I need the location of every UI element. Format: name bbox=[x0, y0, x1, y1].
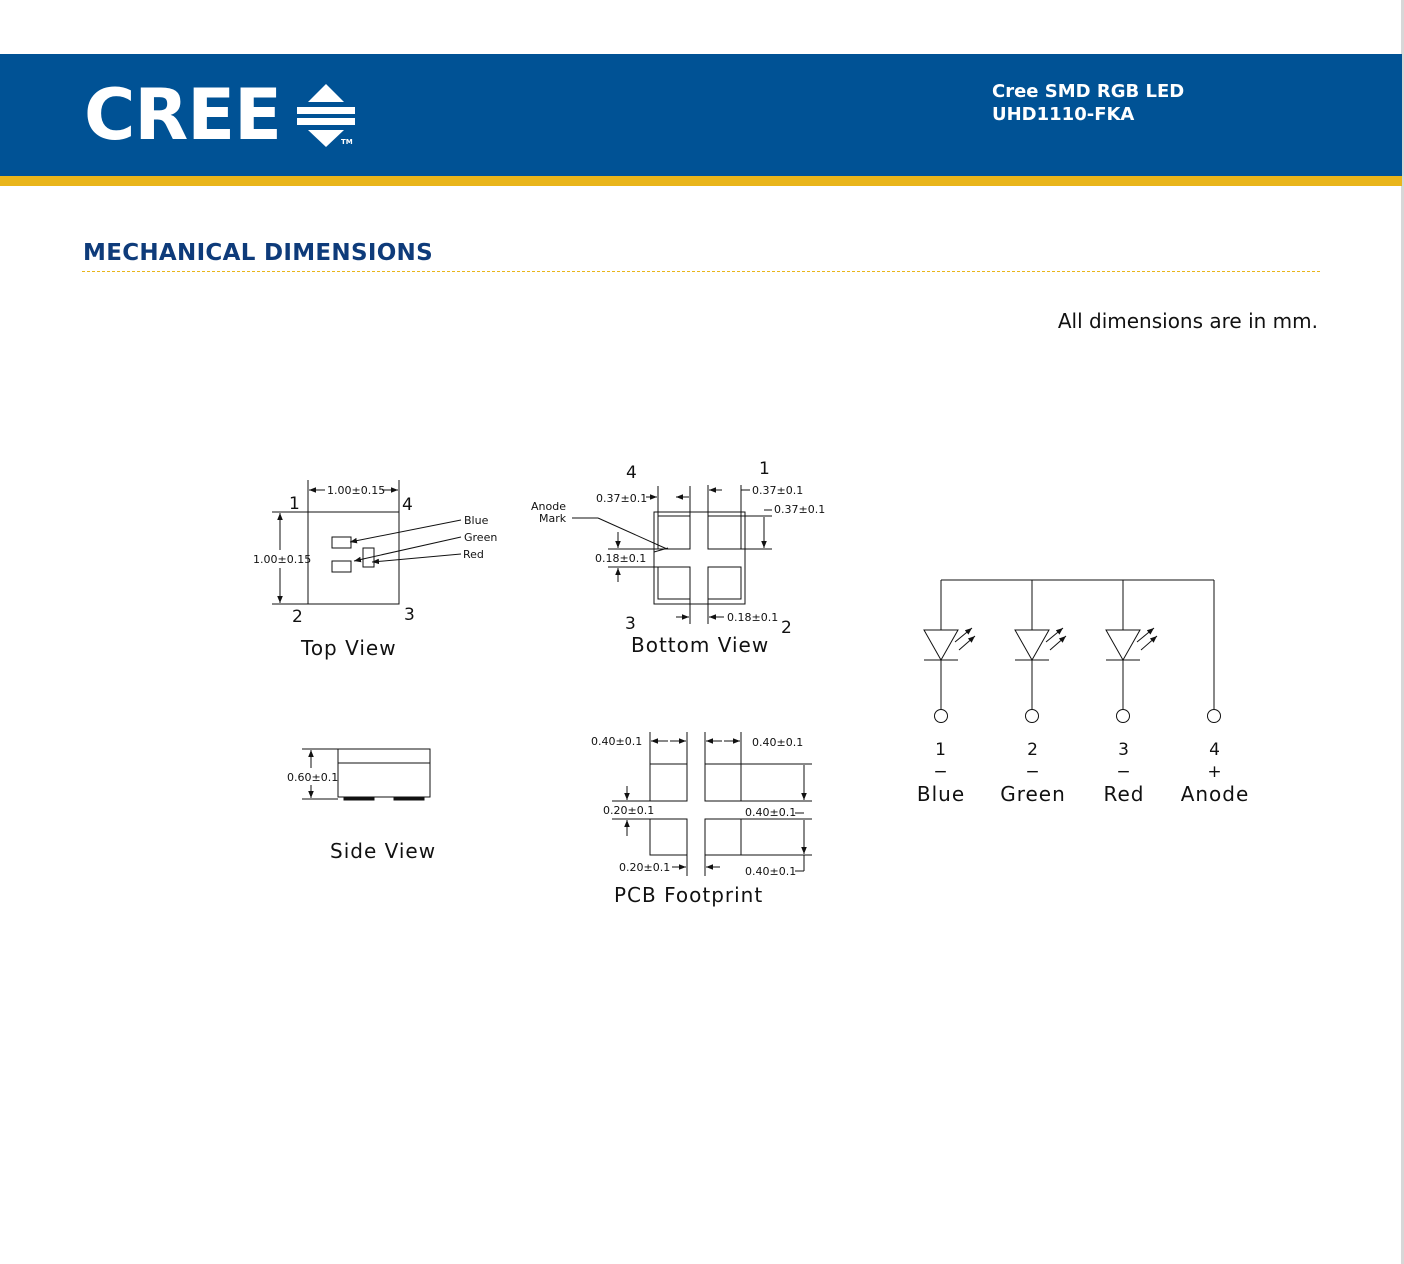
pcb-pad-height-bottom: 0.40±0.1 bbox=[745, 865, 797, 878]
bottom-pad-height: 0.37±0.1 bbox=[774, 503, 826, 516]
schematic-pin-4-polarity: + bbox=[1207, 762, 1223, 782]
schematic-pin-2-polarity: − bbox=[1025, 762, 1041, 782]
logo-wordmark: CREE bbox=[84, 74, 281, 156]
bottom-view-body bbox=[654, 512, 745, 604]
schematic-pin-4-name: Anode bbox=[1180, 782, 1250, 806]
bottom-view-caption: Bottom View bbox=[631, 633, 770, 657]
top-label-green: Green bbox=[464, 531, 498, 544]
bottom-pad-1 bbox=[708, 516, 741, 549]
chip-blue bbox=[332, 537, 351, 548]
anode-mark-label-1: Anode bbox=[531, 500, 566, 513]
side-view-body bbox=[338, 749, 430, 797]
top-pin-4: 4 bbox=[402, 495, 414, 515]
top-view-caption: Top View bbox=[301, 636, 397, 660]
pcb-pad-bottom-left bbox=[650, 819, 687, 855]
top-label-red: Red bbox=[463, 548, 484, 561]
top-pin-2: 2 bbox=[292, 607, 304, 627]
chip-green bbox=[332, 561, 351, 572]
schematic-pin-3-number: 3 bbox=[1118, 740, 1130, 760]
schematic-pin-3-name: Red bbox=[1103, 782, 1145, 806]
schematic-pin-1-name: Blue bbox=[916, 782, 966, 806]
bottom-pin-3: 3 bbox=[625, 614, 637, 634]
top-view-body bbox=[308, 512, 399, 604]
pcb-pad-width-left: 0.40±0.1 bbox=[591, 735, 643, 748]
pcb-pad-top-right bbox=[705, 764, 741, 801]
bottom-pin-2: 2 bbox=[781, 618, 793, 638]
top-width-dim: 1.00±0.15 bbox=[327, 484, 386, 497]
circuit-schematic bbox=[924, 580, 1221, 723]
schematic-pin-4-number: 4 bbox=[1209, 740, 1221, 760]
side-view-caption: Side View bbox=[330, 839, 437, 863]
schematic-pin-3-polarity: − bbox=[1116, 762, 1132, 782]
bottom-gap-vertical: 0.18±0.1 bbox=[595, 552, 647, 565]
top-height-dim: 1.00±0.15 bbox=[253, 553, 312, 566]
top-pin-1: 1 bbox=[289, 494, 301, 514]
bottom-pin-1: 1 bbox=[759, 459, 771, 479]
led-symbol-blue bbox=[924, 628, 975, 723]
pcb-pad-bottom-right bbox=[705, 819, 741, 855]
bottom-gap-horizontal: 0.18±0.1 bbox=[727, 611, 779, 624]
schematic-pin-2-name: Green bbox=[1000, 782, 1066, 806]
top-pin-3: 3 bbox=[404, 605, 416, 625]
pcb-footprint-caption: PCB Footprint bbox=[614, 883, 764, 907]
product-line-1: Cree SMD RGB LED bbox=[992, 81, 1185, 102]
trademark-label: TM bbox=[340, 138, 353, 146]
pcb-pad-top-left bbox=[650, 764, 687, 801]
led-symbol-green bbox=[1015, 628, 1066, 723]
anode-terminal bbox=[1208, 710, 1221, 723]
schematic-pin-1-polarity: − bbox=[933, 762, 949, 782]
pcb-gap-vertical: 0.20±0.1 bbox=[603, 804, 655, 817]
pcb-pad-width-right: 0.40±0.1 bbox=[752, 736, 804, 749]
bottom-pad-width-left: 0.37±0.1 bbox=[596, 492, 648, 505]
top-label-blue: Blue bbox=[464, 514, 489, 527]
pcb-gap-horizontal: 0.20±0.1 bbox=[619, 861, 671, 874]
schematic-pin-1-number: 1 bbox=[935, 740, 947, 760]
anode-mark-label-2: Mark bbox=[539, 512, 567, 525]
schematic-pin-2-number: 2 bbox=[1027, 740, 1039, 760]
schematic-labels bbox=[917, 740, 1249, 806]
bottom-pad-2 bbox=[708, 567, 741, 599]
bottom-pin-4: 4 bbox=[626, 463, 638, 483]
bottom-pad-4 bbox=[658, 516, 690, 549]
bottom-pad-width-right: 0.37±0.1 bbox=[752, 484, 804, 497]
section-title: MECHANICAL DIMENSIONS bbox=[83, 240, 433, 266]
side-height-dim: 0.60±0.1 bbox=[287, 771, 339, 784]
led-symbol-red bbox=[1106, 628, 1157, 723]
units-note: All dimensions are in mm. bbox=[1057, 309, 1318, 333]
product-line-2: UHD1110-FKA bbox=[992, 104, 1135, 125]
pcb-pad-height-top: 0.40±0.1 bbox=[745, 806, 797, 819]
bottom-pad-3 bbox=[658, 567, 690, 599]
